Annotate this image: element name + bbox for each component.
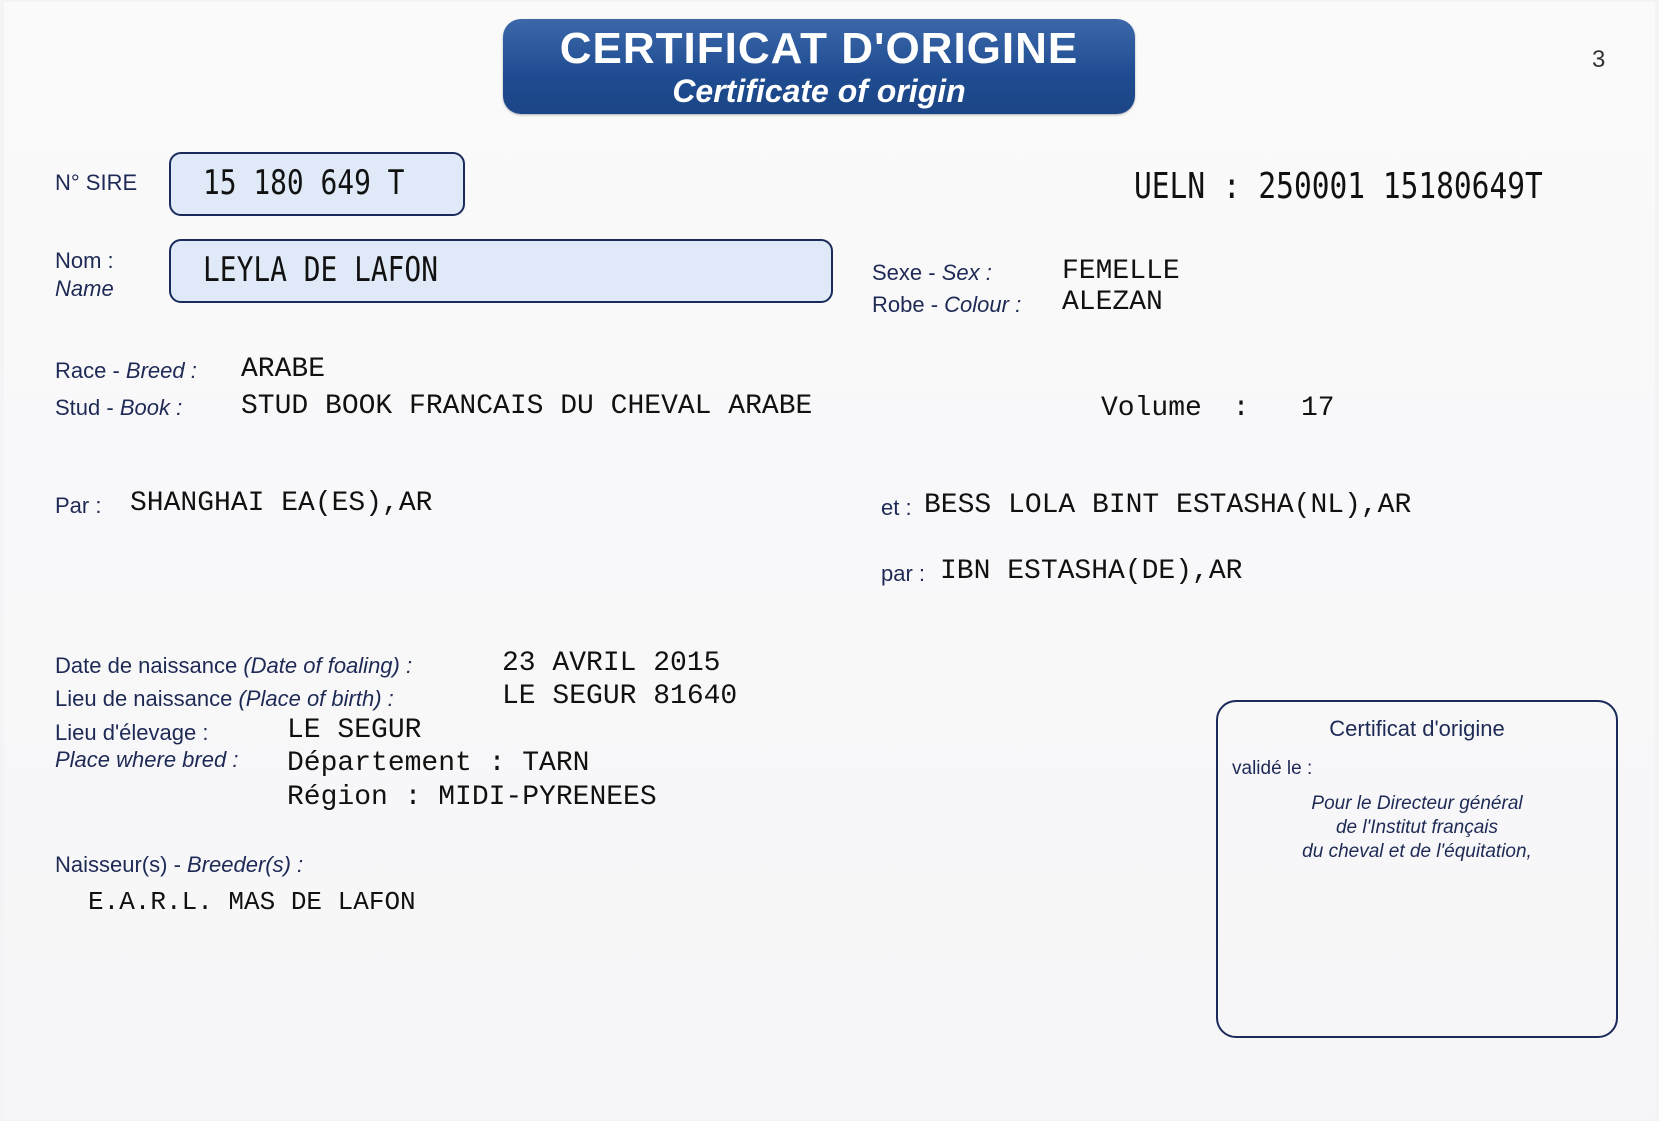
dam-label: et : [881,495,912,520]
breed-label: Race - Breed : [55,358,197,383]
bred-place-line1: LE SEGUR [287,715,422,746]
studbook-value: STUD BOOK FRANCAIS DU CHEVAL ARABE [241,391,813,422]
colour-label: Robe - Colour : [872,292,1022,317]
birth-place-label: Lieu de naissance (Place of birth) : [55,686,394,711]
validation-date-label: validé le : [1232,758,1313,779]
name-label-fr: Nom : [55,248,114,273]
breeder-label: Naisseur(s) - Breeder(s) : [55,852,304,877]
document-subtitle: Certificate of origin [672,73,966,109]
breeder-value: E.A.R.L. MAS DE LAFON [88,887,416,917]
studbook-label: Stud - Book : [55,395,183,420]
bred-place-line2: Département : TARN [287,748,590,779]
sire-parent-label: Par : [55,493,102,518]
dam-sire-label: par : [881,561,926,586]
validation-signatory: Pour le Directeur général de l'Institut français du cheval et de l'équitation, [1302,793,1532,862]
breed-value: ARABE [241,354,326,385]
sire-parent-value: SHANGHAI EA(ES),AR [130,488,433,519]
sire-label: N° SIRE [55,170,138,195]
sire-value: 15 180 649 T [203,163,405,203]
bred-place-label-en: Place where bred : [55,747,239,772]
horse-name: LEYLA DE LAFON [203,250,438,290]
bred-place-label-fr: Lieu d'élevage : [55,720,209,745]
bred-place-line3: Région : MIDI-PYRENEES [287,782,657,813]
certificate-sheet [4,2,1655,1119]
validation-title: Certificat d'origine [1329,716,1505,741]
birth-date-label: Date de naissance (Date of foaling) : [55,653,413,678]
validation-box [1216,700,1618,1038]
dam-sire-value: IBN ESTASHA(DE),AR [940,556,1243,587]
ueln-value: UELN : 250001 15180649T [1134,166,1543,207]
title-banner [503,19,1135,114]
volume-label: Volume : [1101,393,1250,424]
document-title: CERTIFICAT D'ORIGINE [559,24,1079,73]
birth-place-value: LE SEGUR 81640 [502,681,738,712]
sire-box [169,152,465,216]
volume-value: 17 [1301,393,1335,424]
colour-value: ALEZAN [1062,287,1163,318]
birth-date-value: 23 AVRIL 2015 [502,648,721,679]
page-number: 3 [1592,46,1606,73]
dam-value: BESS LOLA BINT ESTASHA(NL),AR [924,490,1412,521]
sex-value: FEMELLE [1062,256,1180,287]
name-box [169,239,833,303]
name-label-en: Name [55,276,114,301]
sex-label: Sexe - Sex : [872,260,992,285]
